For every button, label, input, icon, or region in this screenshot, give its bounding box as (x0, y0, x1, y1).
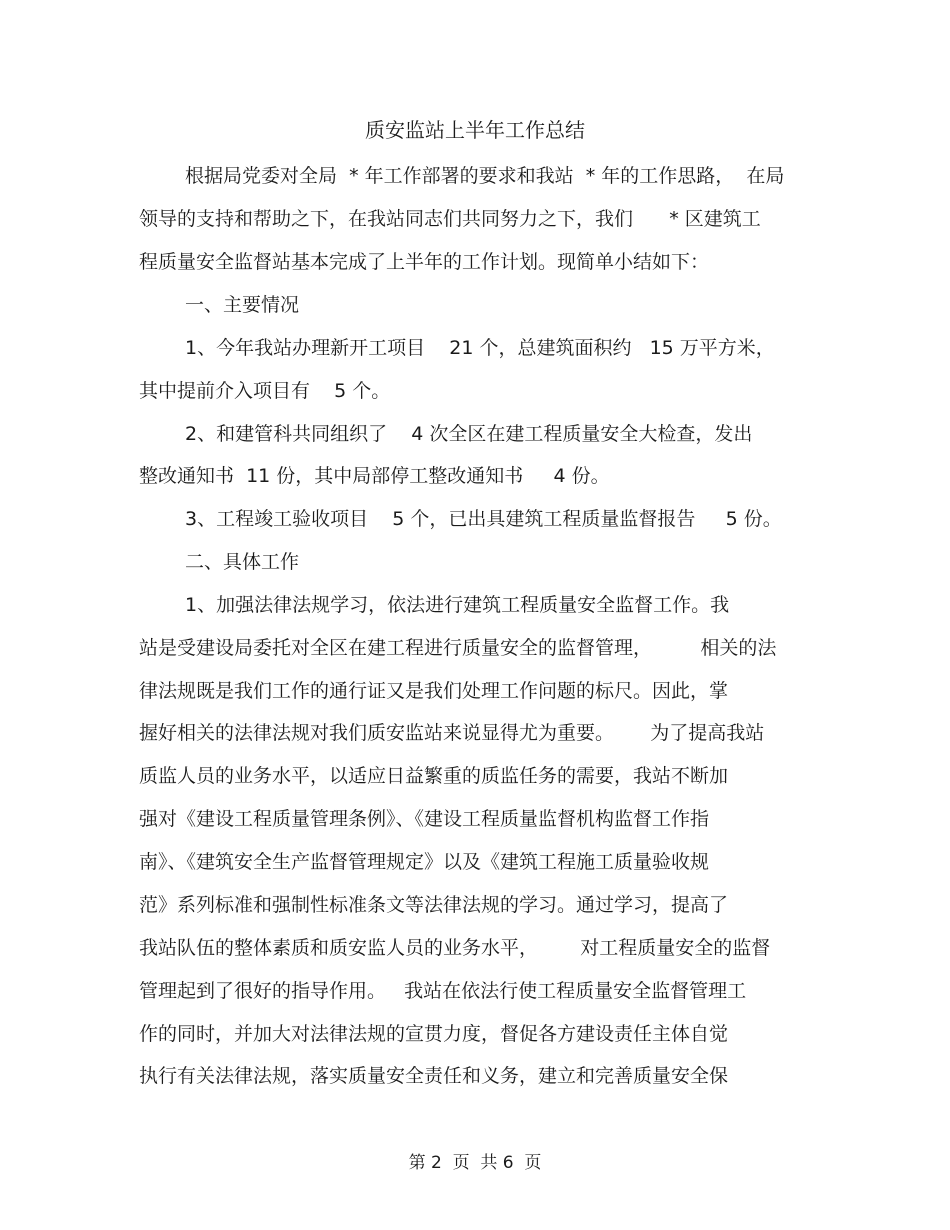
paragraph-line: 作的同时，并加大对法律法规的宣贯力度，督促各方建设责任主体自觉 (139, 1023, 729, 1045)
paragraph-line: 握好相关的法律法规对我们质安监站来说显得尤为重要。 为了提高我站 (139, 722, 765, 744)
paragraph-line: 律法规既是我们工作的通行证又是我们处理工作问题的标尺。因此，掌 (139, 680, 729, 702)
paragraph-line: 领导的支持和帮助之下，在我站同志们共同努力之下，我们 * 区建筑工 (139, 208, 761, 230)
paragraph-line: 根据局党委对全局 * 年工作部署的要求和我站 * 年的工作思路， 在局 (185, 165, 785, 187)
paragraph-line: 整改通知书 11 份，其中局部停工整改通知书 4 份。 (139, 465, 610, 487)
paragraph-line: 2、和建管科共同组织了 4 次全区在建工程质量安全大检查，发出 (185, 423, 753, 445)
paragraph-line: 范》系列标准和强制性标准条文等法律法规的学习。通过学习，提高了 (139, 894, 729, 916)
paragraph-line: 强对《建设工程质量管理条例》、《建设工程质量监督机构监督工作指 (139, 808, 710, 830)
paragraph-line: 质监人员的业务水平，以适应日益繁重的质监任务的需要，我站不断加 (139, 765, 729, 787)
paragraph-line: 管理起到了很好的指导作用。 我站在依法行使工程质量安全监督管理工 (139, 980, 747, 1002)
paragraph-line: 3、工程竣工验收项目 5 个，已出具建筑工程质量监督报告 5 份。 (185, 508, 782, 530)
paragraph-line: 其中提前介入项目有 5 个。 (139, 380, 391, 402)
paragraph-line: 我站队伍的整体素质和质安监人员的业务水平， 对工程质量安全的监督 (139, 937, 771, 959)
paragraph-line: 执行有关法律法规，落实质量安全责任和义务，建立和完善质量安全保 (139, 1065, 729, 1087)
section-heading: 一、主要情况 (185, 294, 300, 316)
paragraph-line: 程质量安全监督站基本完成了上半年的工作计划。现简单小结如下： (139, 251, 710, 273)
document-title: 质安监站上半年工作总结 (365, 118, 585, 142)
paragraph-line: 1、加强法律法规学习，依法进行建筑工程质量安全监督工作。我 (185, 594, 730, 616)
paragraph-line: 站是受建设局委托对全区在建工程进行质量安全的监督管理， 相关的法 (139, 637, 777, 659)
paragraph-line: 1、今年我站办理新开工项目 21 个，总建筑面积约 15 万平方米， (185, 337, 775, 359)
section-heading: 二、具体工作 (185, 551, 300, 573)
page-footer: 第 2 页 共 6 页 (408, 1153, 542, 1173)
paragraph-line: 南》、《建筑安全生产监督管理规定》以及《建筑工程施工质量验收规 (139, 851, 710, 873)
